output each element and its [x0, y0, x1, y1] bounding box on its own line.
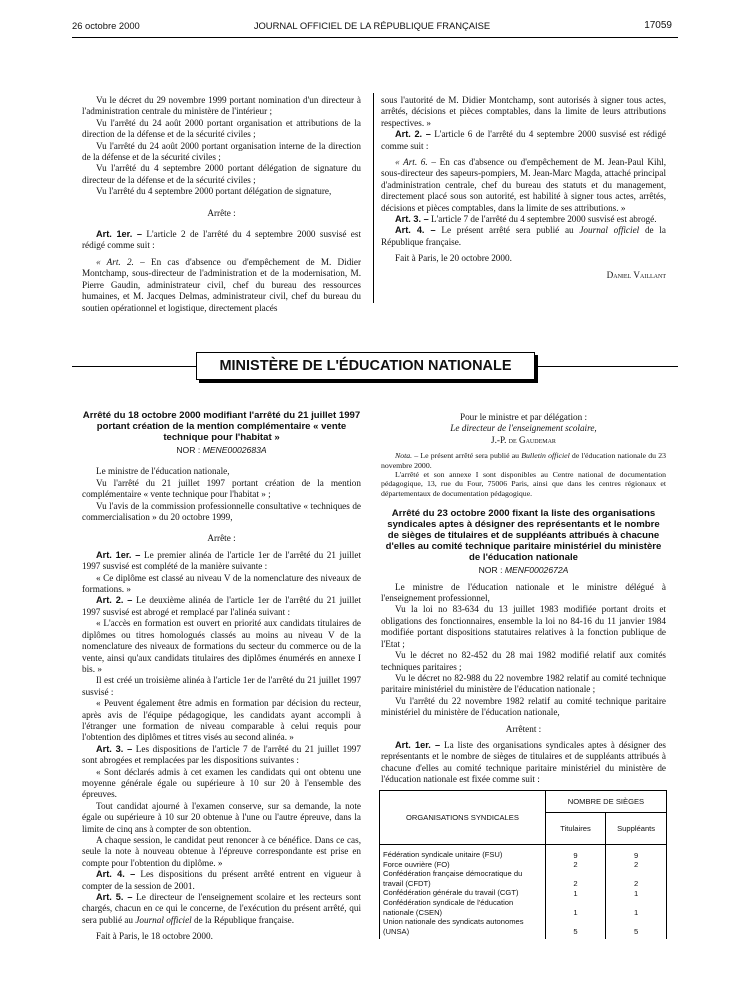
article: Art. 1er. – La liste des organisations syndicales aptes à désigner des représentants et le nombre de sièges de titulaires et de suppléants attribués à chacune d'elles au comité technique paritaire ministériel du ministère de l'éducation nationale est fixée comme suit :	[381, 739, 666, 785]
column-header-titulaires: Titulaires	[545, 813, 605, 845]
titulaires-count: 2	[545, 860, 605, 870]
suppleants-count: 1	[606, 898, 667, 917]
article-label: Art. 1er. –	[96, 229, 143, 240]
table-row	[380, 869, 667, 888]
header-journal: JOURNAL OFFICIEL DE LA RÉPUBLIQUE FRANÇAISE	[253, 20, 491, 31]
decree-title: Arrêté du 23 octobre 2000 fixant la liste des organisations syndicales aptes à désigner des représentants et le nombre de sièges de titulaires et de suppléants attribués à chacune d'elles au comité technique paritaire ministériel du ministère de l'éducation nationale	[385, 508, 662, 564]
table-row	[380, 888, 667, 898]
article	[82, 229, 361, 252]
quoted-article	[82, 257, 361, 314]
signature-line: Le directeur de l'enseignement scolaire,	[450, 423, 597, 434]
table-row	[380, 845, 667, 860]
article: Art. 3. – L'article 7 de l'arrêté du 4 septembre 2000 susvisé est abrogé.	[395, 214, 657, 225]
signature: J.-P. de Gaudemar	[491, 434, 556, 445]
arrete-heading: Arrête :	[207, 207, 236, 218]
column-header-seats: NOMBRE DE SIÈGES	[545, 791, 666, 813]
titulaires-count: 1	[545, 888, 605, 898]
quoted-article: « Art. 6. – En cas d'absence ou d'empêchement de M. Jean-Paul Kihl, sous-directeur des sapeurs-pompiers, M. Jean-Marc Magda, attaché principal d'administration centrale, chef du bureau des statuts et du management, directement placé sous son autorité, est habilité à signer tous actes, arrêtés, décisions et pièces comptables, dans la limite de ses attributions. »	[381, 157, 667, 213]
ministry-rule-left	[72, 366, 196, 367]
signature-line: Pour le ministre et par délégation :	[459, 412, 588, 422]
decree-title: Arrêté du 18 octobre 2000 modifiant l'arrêté du 21 juillet 1997 portant création de la mention complémentaire « vente technique pour l'habitat »	[82, 410, 361, 443]
column-separator	[373, 93, 374, 303]
page-header	[72, 20, 672, 36]
article: Art. 2. – L'article 6 de l'arrêté du 4 septembre 2000 susvisé est rédigé comme suit :	[381, 129, 666, 151]
titulaires-count: 9	[545, 845, 605, 860]
header-date: 26 octobre 2000	[72, 20, 140, 31]
suppleants-count: 2	[606, 869, 667, 888]
ministry-title: MINISTÈRE DE L'ÉDUCATION NATIONALE	[196, 352, 535, 380]
quote-label: « Art. 2. –	[96, 256, 145, 267]
column-header-org: ORGANISATIONS SYNDICALES	[380, 791, 546, 845]
visa: Vu l'arrêté du 24 août 2000 portant organisation interne de la direction de la défense et de la sécurité civiles ;	[82, 140, 361, 163]
suppleants-count: 9	[606, 845, 667, 860]
article: Art. 2. – Le deuxième alinéa de l'article 1er de l'arrêté du 21 juillet 1997 susvisé est abrogé et remplacé par l'alinéa suivant :	[82, 595, 362, 617]
suppleants-count: 1	[606, 888, 667, 898]
table-row	[380, 917, 667, 939]
union-name: Fédération syndicale unitaire (FSU)	[380, 845, 546, 860]
column-header-suppleants: Suppléants	[606, 813, 667, 845]
visa: Vu l'arrêté du 4 septembre 2000 portant délégation de signature du directeur de la défense et de la sécurité civiles ;	[82, 163, 361, 185]
continued-text: sous l'autorité de M. Didier Montchamp, sont autorisés à signer tous actes, arrêtés, décisions et pièces comptables, dans la limite de leurs attributions respectives. »	[381, 95, 666, 128]
article: Art. 4. – Les dispositions du présent arrêté entrent en vigueur à compter de la session de 2001.	[82, 869, 362, 891]
visa: Vu l'arrêté du 24 août 2000 portant organisation et attributions de la direction de la défense et de la sécurité civiles ;	[82, 117, 361, 140]
signature: Daniel Vaillant	[606, 269, 666, 280]
union-name: Union nationale des syndicats autonomes (UNSA)	[380, 917, 546, 939]
header-rule	[72, 37, 678, 38]
bottom-right-column: Pour le ministre et par délégation : Le directeur de l'enseignement scolaire, J.-P. de Gaudemar Nota. – Le présent arrêté sera publié au Bulletin officiel de l'éducation nationale du 23 novembre 2000. L'arrêté et son annexe I sont disponibles au Centre national de documentation pédagogique, 13, rue du Four, 75006 Paris, ainsi que dans les centres régionaux et départementaux de documentation pédagogique. Arrêté du 23 octobre 2000 fixant la liste des organisations syndicales aptes à désigner des représentants et le nombre de sièges de titulaires et de suppléants attribués à chacune d'elles au comité technique paritaire ministériel du ministère de l'éducation nationale NOR : MENF0002672A Le ministre de l'éducation nationale et le ministre délégué à l'enseignement professionnel, Vu la loi no 83-634 du 13 juillet 1983 modifiée portant droits et obligations des fonctionnaires, ensemble la loi no 84-16 du 11 janvier 1984 modifiée portant dispositions statutaires relatives à la fonction publique de l'Etat ; Vu le décret no 82-452 du 28 mai 1982 modifié relatif aux comités techniques paritaires ; Vu le décret no 82-988 du 22 novembre 1982 relatif au comité technique paritaire ministériel du ministère de l'éducation nationale ; Vu l'arrêté du 22 novembre 1982 relatif au comité technique paritaire ministériel du ministère de l'éducation nationale, Arrêtent : Art. 1er. – La liste des organisations syndicales aptes à désigner des représentants et le nombre de sièges de titulaires et de suppléants attribués à chacune d'elles au comité technique paritaire ministériel du ministère de l'éducation nationale est fixée comme suit :	[381, 412, 667, 785]
unions-table	[379, 790, 667, 939]
nor-reference: NOR : MENF0002672A	[478, 565, 569, 576]
union-name: Confédération française démocratique du travail (CFDT)	[380, 869, 546, 888]
union-name: Force ouvrière (FO)	[380, 860, 546, 870]
bottom-left-column: Arrêté du 18 octobre 2000 modifiant l'arrêté du 21 juillet 1997 portant création de la mention complémentaire « vente technique pour l'habitat » NOR : MENE0002683A Le ministre de l'éducation nationale, Vu l'arrêté du 21 juillet 1997 portant création de la mention complémentaire « vente technique pour l'habitat » ; Vu l'avis de la commission professionnelle consultative « techniques de commercialisation » du 20 octobre 1999, Arrête : Art. 1er. – Le premier alinéa de l'article 1er de l'arrêté du 21 juillet 1997 susvisé est complété de la manière suivante : « Ce diplôme est classé au niveau V de la nomenclature des niveaux de formations. » Art. 2. – Le deuxième alinéa de l'article 1er de l'arrêté du 21 juillet 1997 susvisé est abrogé et remplacé par l'alinéa suivant : « L'accès en formation est ouvert en priorité aux candidats titulaires de diplômes ou titres homologués classés au moins au niveau V de la nomenclature des niveaux de formations du secteur du commerce ou de la vente, ainsi qu'aux candidats titulaires des diplômes énumérés en annexe I bis. » Il est créé un troisième alinéa à l'article 1er de l'arrêté du 21 juillet 1997 susvisé : « Peuvent également être admis en formation par décision du recteur, après avis de l'équipe pédagogique, les candidats ayant accompli à l'étranger une formation de niveau comparable à celui requis pour l'obtention des diplômes et titres visés au second alinéa. » Art. 3. – Les dispositions de l'article 7 de l'arrêté du 21 juillet 1997 sont abrogées et remplacées par les dispositions suivantes : « Sont déclarés admis à cet examen les candidats qui ont obtenu une moyenne générale égale ou supérieure à 10 sur 20 à l'ensemble des épreuves. Tout candidat ajourné à l'examen conserve, sur sa demande, la note égale ou supérieure à 10 sur 20 obtenue à l'une ou l'autre épreuve, dans la limite de cinq ans à compter de son obtention. A chaque session, le candidat peut renoncer à ce bénéfice. Dans ce cas, seule la note à nouveau obtenue à l'épreuve correspondante est prise en compte pour l'obtention du diplôme. » Art. 4. – Les dispositions du présent arrêté entrent en vigueur à compter de la session de 2001. Art. 5. – Le directeur de l'enseignement scolaire et les recteurs sont chargés, chacun en ce qui le concerne, de l'exécution du présent arrêté, qui sera publié au Journal officiel de la République française. Fait à Paris, le 18 octobre 2000.	[82, 410, 362, 942]
table-row	[380, 860, 667, 870]
suppleants-count: 5	[606, 917, 667, 939]
nor-reference: NOR : MENE0002683A	[176, 445, 267, 455]
union-name: Confédération syndicale de l'éducation nationale (CSEN)	[380, 898, 546, 917]
suppleants-count: 2	[606, 860, 667, 870]
header-page-number: 17059	[644, 20, 672, 31]
article: Art. 1er. – Le premier alinéa de l'article 1er de l'arrêté du 21 juillet 1997 susvisé est complété de la manière suivante :	[82, 549, 361, 572]
article: Art. 5. – Le directeur de l'enseignement scolaire et les recteurs sont chargés, chacun en ce qui le concerne, de l'exécution du présent arrêté, qui sera publié au Journal officiel de la République française.	[82, 892, 361, 925]
visa: Vu l'arrêté du 4 septembre 2000 portant délégation de signature,	[96, 186, 332, 197]
ministry-rule-right	[537, 366, 678, 367]
nota: L'arrêté et son annexe I sont disponibles au Centre national de documentation pédagogique, 13, rue du Four, 75006 Paris, ainsi que dans les centres régionaux et départementaux de documentation pédagogique.	[381, 470, 666, 498]
table-row	[380, 898, 667, 917]
titulaires-count: 5	[545, 917, 605, 939]
article-text: L'article 2 de l'arrêté du 4 septembre 2000 susvisé est rédigé comme suit :	[82, 229, 361, 251]
fait-a-paris: Fait à Paris, le 18 octobre 2000.	[96, 931, 213, 942]
titulaires-count: 1	[545, 898, 605, 917]
article: Art. 4. – Le présent arrêté sera publié au Journal officiel de la République française.	[381, 225, 666, 247]
visa: Vu le décret du 29 novembre 1999 portant nomination d'un directeur à l'administration centrale du ministère de l'intérieur ;	[82, 95, 361, 117]
union-name: Confédération générale du travail (CGT)	[380, 888, 546, 898]
top-right-column	[381, 95, 666, 281]
quote-text: En cas d'absence ou d'empêchement de M. Didier Montchamp, sous-directeur de l'administration et de la modernisation, M. Pierre Gaudin, administrateur civil, chef du bureau des ressources humaines, et M. Jacques Delmas, administrateur civil, chef du bureau du soutien opérationnel et logistique, directement placés	[82, 256, 362, 313]
top-left-column	[82, 95, 361, 314]
titulaires-count: 2	[545, 869, 605, 888]
nota: Nota. – Le présent arrêté sera publié au Bulletin officiel de l'éducation nationale du 23 novembre 2000.	[381, 451, 667, 470]
fait-a-paris: Fait à Paris, le 20 octobre 2000.	[395, 253, 512, 264]
article: Art. 3. – Les dispositions de l'article 7 de l'arrêté du 21 juillet 1997 sont abrogées et remplacées par les dispositions suivantes :	[82, 743, 361, 766]
